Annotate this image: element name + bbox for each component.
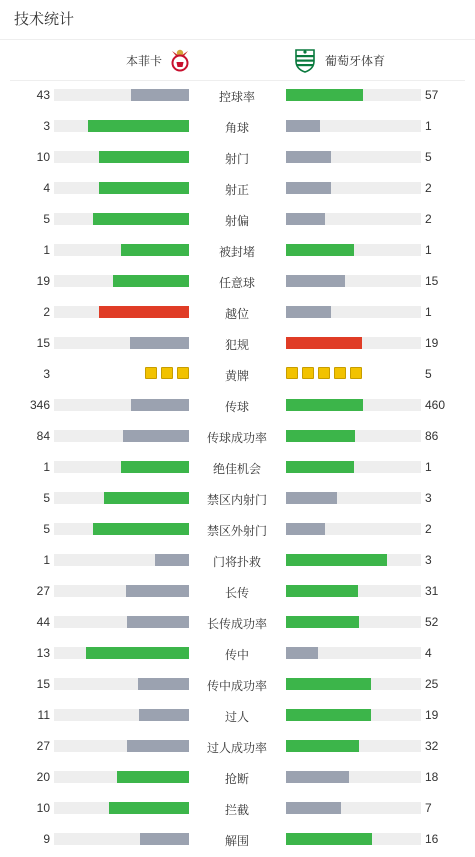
stat-row	[0, 142, 475, 173]
home-bar-track	[54, 523, 189, 535]
away-value: 31	[425, 584, 439, 598]
home-value: 20	[36, 770, 50, 784]
home-bar-fill	[86, 647, 189, 659]
away-value: 7	[425, 801, 432, 815]
stat-row	[0, 80, 475, 111]
stat-row	[0, 483, 475, 514]
away-bar-fill	[286, 337, 362, 349]
away-value: 32	[425, 739, 439, 753]
stat-row	[0, 328, 475, 359]
away-bar-track	[286, 120, 421, 132]
home-bar-track	[54, 740, 189, 752]
away-bar-fill	[286, 771, 349, 783]
away-bar-fill	[286, 275, 345, 287]
stat-label: 长传	[224, 586, 249, 600]
away-bar-track	[286, 802, 421, 814]
home-value: 13	[36, 646, 50, 660]
away-bar-fill	[286, 151, 331, 163]
home-bar-track	[54, 89, 189, 101]
stat-row	[0, 638, 475, 669]
away-bar-fill	[286, 492, 337, 504]
home-value: 2	[43, 305, 50, 319]
yellow-card-icon	[334, 367, 346, 379]
away-bar-fill	[286, 306, 331, 318]
away-bar-fill	[286, 461, 354, 473]
stat-label: 禁区内射门	[206, 493, 267, 507]
home-value: 19	[36, 274, 50, 288]
home-bar-track	[54, 709, 189, 721]
home-bar-fill	[126, 585, 189, 597]
home-bar-track	[54, 616, 189, 628]
away-bar-fill	[286, 120, 320, 132]
home-team[interactable]	[126, 47, 192, 73]
home-bar-fill	[113, 275, 189, 287]
home-value: 4	[43, 181, 50, 195]
stat-label: 传球成功率	[206, 431, 267, 445]
home-bar-fill	[131, 399, 189, 411]
away-value: 1	[425, 243, 432, 257]
away-bar-track	[286, 306, 421, 318]
stat-label: 射正	[224, 183, 249, 197]
stat-label: 任意球	[218, 276, 255, 290]
home-value: 44	[36, 615, 50, 629]
stat-label: 过人成功率	[206, 741, 267, 755]
home-value: 1	[43, 553, 50, 567]
home-bar-track	[54, 399, 189, 411]
away-value: 1	[425, 119, 432, 133]
away-bar-track	[286, 244, 421, 256]
away-bar-track	[286, 554, 421, 566]
away-value: 57	[425, 88, 439, 102]
away-value: 15	[425, 274, 439, 288]
page-title: 技术统计	[0, 0, 475, 40]
home-bar-track	[54, 244, 189, 256]
home-bar-fill	[93, 523, 189, 535]
away-bar-track	[286, 399, 421, 411]
home-value: 346	[29, 398, 50, 412]
sporting-crest-icon	[293, 47, 317, 73]
away-bar-track	[286, 492, 421, 504]
stat-label: 传中成功率	[206, 679, 267, 693]
home-bar-fill	[88, 120, 189, 132]
home-value: 15	[36, 336, 50, 350]
away-bar-track	[286, 275, 421, 287]
stat-label: 绝佳机会	[212, 462, 261, 476]
away-value: 5	[425, 150, 432, 164]
home-bar-fill	[138, 678, 189, 690]
stat-label: 犯规	[224, 338, 249, 352]
away-value: 19	[425, 708, 439, 722]
home-bar-fill	[104, 492, 189, 504]
away-value: 2	[425, 181, 432, 195]
stat-label: 越位	[224, 307, 249, 321]
home-value: 11	[37, 708, 50, 722]
yellow-card-icon	[145, 367, 157, 379]
away-team[interactable]	[293, 47, 385, 73]
away-value: 3	[425, 491, 432, 505]
away-bar-fill	[286, 89, 363, 101]
home-bar-fill	[117, 771, 189, 783]
away-bar-fill	[286, 213, 325, 225]
away-bar-fill	[286, 399, 363, 411]
stat-row	[0, 452, 475, 483]
stat-label: 抢断	[224, 772, 249, 786]
home-bar-track	[54, 802, 189, 814]
home-bar-fill	[127, 740, 189, 752]
home-yellow-cards	[145, 367, 189, 379]
away-yellow-cards	[286, 367, 362, 379]
stat-row	[0, 669, 475, 700]
away-bar-fill	[286, 678, 371, 690]
yellow-card-icon	[161, 367, 173, 379]
home-bar-fill	[99, 151, 189, 163]
home-bar-track	[54, 213, 189, 225]
away-bar-fill	[286, 523, 325, 535]
away-bar-track	[286, 461, 421, 473]
stat-row	[0, 576, 475, 607]
stat-label: 传球	[224, 400, 249, 414]
away-value: 2	[425, 212, 432, 226]
yellow-card-icon	[177, 367, 189, 379]
stat-label: 门将扑救	[212, 555, 261, 569]
away-value: 4	[425, 646, 432, 660]
home-bar-fill	[99, 306, 189, 318]
away-value: 1	[425, 305, 432, 319]
away-bar-fill	[286, 182, 331, 194]
away-value: 18	[425, 770, 439, 784]
home-bar-track	[54, 337, 189, 349]
stat-label: 解围	[224, 834, 249, 848]
stat-label: 黄牌	[224, 369, 249, 383]
away-bar-track	[286, 647, 421, 659]
stat-row	[0, 824, 475, 855]
home-team-name: 本菲卡	[126, 53, 163, 68]
stat-row	[0, 421, 475, 452]
yellow-card-icon	[318, 367, 330, 379]
away-value: 1	[425, 460, 432, 474]
home-bar-fill	[130, 337, 189, 349]
stat-label: 角球	[224, 121, 249, 135]
stat-label: 长传成功率	[206, 617, 267, 631]
stat-row	[0, 297, 475, 328]
home-bar-fill	[121, 461, 189, 473]
away-bar-fill	[286, 244, 354, 256]
stat-row	[0, 514, 475, 545]
away-value: 460	[425, 398, 446, 412]
away-bar-fill	[286, 709, 371, 721]
yellow-card-icon	[350, 367, 362, 379]
home-value: 9	[43, 832, 50, 846]
home-bar-fill	[99, 182, 189, 194]
away-value: 86	[425, 429, 439, 443]
away-bar-track	[286, 709, 421, 721]
stat-label: 射偏	[224, 214, 249, 228]
away-bar-fill	[286, 554, 387, 566]
away-team-name: 葡萄牙体育	[325, 53, 386, 68]
away-bar-track	[286, 678, 421, 690]
stat-row	[0, 359, 475, 390]
stat-row	[0, 204, 475, 235]
away-value: 52	[425, 615, 439, 629]
stat-row	[0, 762, 475, 793]
home-bar-fill	[127, 616, 189, 628]
stat-row	[0, 173, 475, 204]
home-value: 5	[43, 491, 50, 505]
home-value: 3	[43, 367, 50, 381]
stats-list	[0, 80, 475, 855]
away-value: 3	[425, 553, 432, 567]
stat-label: 被封堵	[218, 245, 255, 259]
home-value: 27	[36, 739, 50, 753]
home-bar-fill	[123, 430, 189, 442]
home-bar-fill	[131, 89, 189, 101]
away-bar-fill	[286, 430, 355, 442]
home-value: 3	[43, 119, 50, 133]
away-bar-track	[286, 616, 421, 628]
home-bar-track	[54, 678, 189, 690]
stat-label: 过人	[224, 710, 249, 724]
home-bar-fill	[93, 213, 189, 225]
away-bar-track	[286, 740, 421, 752]
home-value: 84	[36, 429, 50, 443]
away-value: 19	[425, 336, 439, 350]
home-value: 1	[43, 243, 50, 257]
home-value: 5	[43, 212, 50, 226]
home-bar-fill	[109, 802, 189, 814]
away-bar-track	[286, 430, 421, 442]
away-bar-fill	[286, 585, 358, 597]
home-bar-track	[54, 182, 189, 194]
home-bar-track	[54, 275, 189, 287]
away-value: 25	[425, 677, 439, 691]
away-bar-track	[286, 833, 421, 845]
away-value: 16	[425, 832, 439, 846]
stat-row	[0, 731, 475, 762]
away-bar-track	[286, 585, 421, 597]
home-bar-track	[54, 492, 189, 504]
stat-row	[0, 700, 475, 731]
stat-label: 控球率	[218, 90, 255, 104]
stat-row	[0, 235, 475, 266]
away-value: 5	[425, 367, 432, 381]
stat-row	[0, 111, 475, 142]
stat-label: 传中	[224, 648, 249, 662]
home-bar-track	[54, 151, 189, 163]
away-bar-fill	[286, 802, 341, 814]
home-value: 10	[36, 801, 50, 815]
home-bar-track	[54, 120, 189, 132]
away-bar-fill	[286, 740, 359, 752]
home-bar-fill	[140, 833, 189, 845]
stat-label: 射门	[224, 152, 249, 166]
stat-label: 禁区外射门	[206, 524, 267, 538]
away-bar-track	[286, 771, 421, 783]
home-value: 10	[36, 150, 50, 164]
home-bar-track	[54, 306, 189, 318]
stat-row	[0, 545, 475, 576]
home-value: 5	[43, 522, 50, 536]
home-bar-fill	[139, 709, 189, 721]
home-value: 43	[36, 88, 50, 102]
home-bar-fill	[155, 554, 189, 566]
home-bar-track	[54, 430, 189, 442]
away-bar-fill	[286, 616, 359, 628]
yellow-card-icon	[286, 367, 298, 379]
yellow-card-icon	[302, 367, 314, 379]
away-bar-track	[286, 89, 421, 101]
away-value: 2	[425, 522, 432, 536]
away-bar-fill	[286, 647, 318, 659]
stat-row	[0, 607, 475, 638]
home-value: 1	[43, 460, 50, 474]
away-bar-track	[286, 337, 421, 349]
stat-row	[0, 793, 475, 824]
teams-header	[10, 40, 465, 81]
stat-label: 拦截	[224, 803, 249, 817]
home-bar-fill	[121, 244, 189, 256]
home-bar-track	[54, 771, 189, 783]
stat-row	[0, 266, 475, 297]
stat-row	[0, 390, 475, 421]
away-bar-track	[286, 182, 421, 194]
home-bar-track	[54, 833, 189, 845]
home-bar-track	[54, 585, 189, 597]
away-bar-track	[286, 151, 421, 163]
away-bar-track	[286, 213, 421, 225]
home-value: 15	[36, 677, 50, 691]
home-bar-track	[54, 461, 189, 473]
away-bar-fill	[286, 833, 372, 845]
home-value: 27	[36, 584, 50, 598]
benfica-crest-icon	[168, 47, 192, 73]
home-bar-track	[54, 647, 189, 659]
home-bar-track	[54, 554, 189, 566]
away-bar-track	[286, 523, 421, 535]
